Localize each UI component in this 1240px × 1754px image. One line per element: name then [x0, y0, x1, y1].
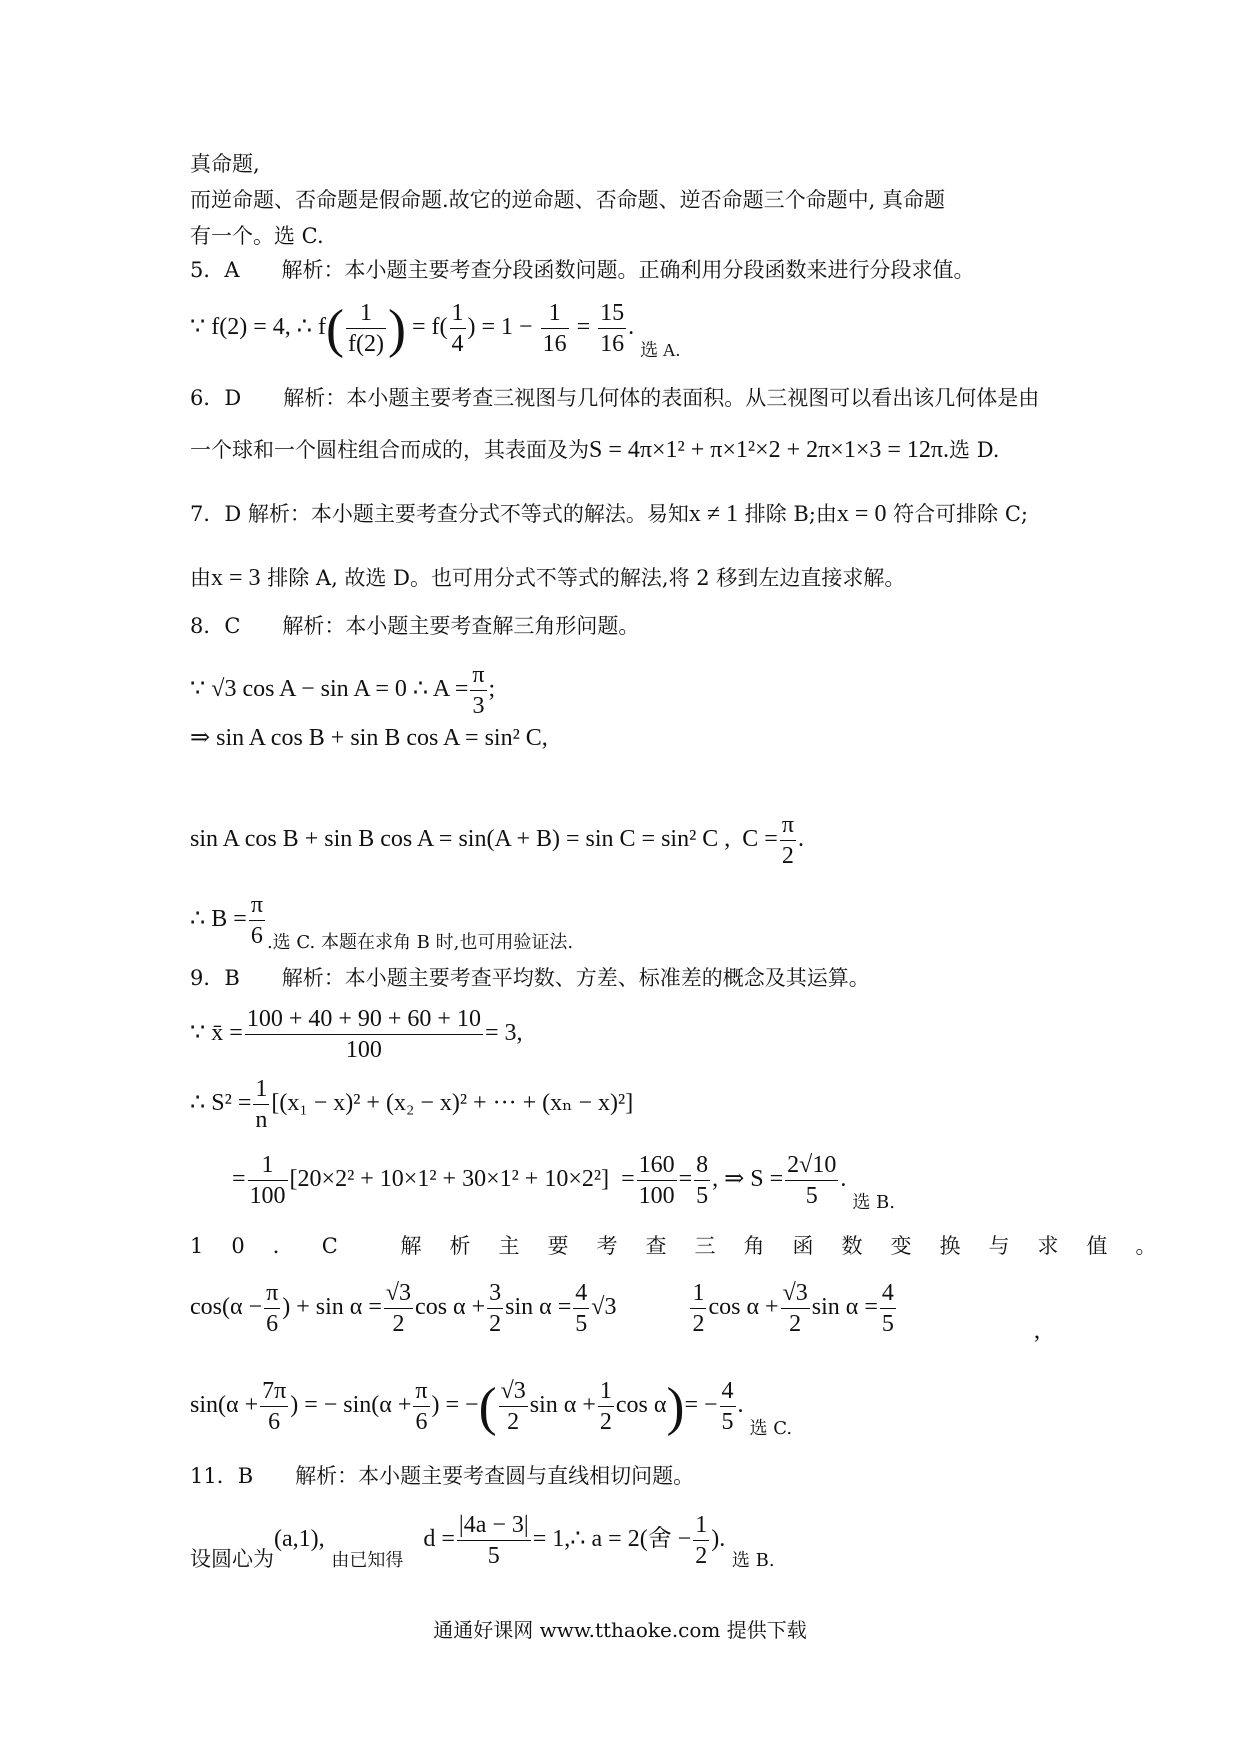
paren-left: ( [326, 298, 345, 359]
q5-frac-3: $\frac{1}{16}$ [542, 300, 567, 357]
page-footer: 通通好课网 www.tthaoke.com 提供下载 [433, 1618, 807, 1642]
q6-heading: 6．D 解析：本小题主要考查三视图与几何体的表面积。从三视图可以看出该几何体是由 [190, 386, 1040, 410]
q10-heading: 10．C 解析主要考查三角函数变换与求值。 [190, 1234, 1185, 1258]
q6-body: 一个球和一个圆柱组合而成的，其表面及为S = 4π×1² + π×1²×2 + 2π×1×3 = 12π.选 D. [190, 437, 1000, 463]
q11-center: (a,1), [274, 1526, 325, 1552]
q10-comma: , [1034, 1318, 1040, 1344]
paren-right: ) [388, 298, 406, 359]
q10-formula-2: sin(α + $\frac{7\pi}{6}$ ) = − sin(α + $\frac{\pi}{6}$ ) = −( $\frac{√3}{2}$ sin α + $\frac{1}{2}$ cos α)= − $\frac{4}{5}$ . $_{选 C.}$ [190, 1376, 793, 1440]
q11-body: 设圆心为(a,1), 由已知得 d = $\frac{|4a - 3|}{5}$ = 1,∴ a = 2(舍 − $\frac{1}{2}$ ). 选 B. [190, 1512, 775, 1571]
q9-heading: 9．B 解析：本小题主要考查平均数、方差、标准差的概念及其运算。 [190, 966, 870, 990]
q10-answer: 选 C. [749, 1418, 793, 1440]
q5-formula: ∵ f(2) = 4, ∴ f( $\frac{1}{f(2)}$ ) = f( $\frac{1}{4}$ ) = 1 − $\frac{1}{16}$ = $\frac{15}{16}$ . $_{选 A.}$ [190, 298, 681, 361]
q11-answer: 选 B. [731, 1550, 775, 1571]
q8-note: .选 C. 本题在求角 B 时,也可用验证法. [266, 932, 574, 954]
q9-answer: 选 B. [852, 1192, 895, 1214]
q5-frac-2: $\frac{1}{4}$ [451, 300, 464, 357]
q8-formula-3: sin A cos B + sin B cos A = sin(A + B) = sin C = sin² C , C = $\frac{\pi}{2}$ . [190, 812, 804, 869]
q5-part-b: ∴ f [296, 314, 327, 341]
q8-formula-4: ∴ B = $\frac{\pi}{6}$ $_{.选 C. 本题在求角 B 时,也可用验证法.}$ [190, 892, 574, 954]
q7-line-2: 由x = 3 排除 A, 故选 D。也可用分式不等式的解法,将 2 移到左边直接求解。 [190, 565, 906, 591]
q5-part-d: = f( [412, 314, 448, 341]
q6-formula: S = 4π×1² + π×1²×2 + 2π×1×3 = 12π. [589, 437, 950, 463]
q5-heading: 5．A 解析：本小题主要考查分段函数问题。正确利用分段函数来进行分段求值。 [190, 258, 975, 282]
q8-heading: 8．C 解析：本小题主要考查解三角形问题。 [190, 614, 640, 638]
q11-heading: 11．B 解析：本小题主要考查圆与直线相切问题。 [190, 1464, 695, 1488]
q7-x-eq-0: x = 0 [836, 501, 887, 527]
q10-formula-1: cos(α − $\frac{\pi}{6}$ ) + sin α = $\frac{√3}{2}$ cos α + $\frac{3}{2}$ sin α = $\frac{4}{5}$ √3 $\frac{1}{2}$ cos α + $\frac{√3}{2}$ sin α = $\frac{4}{5}$ [190, 1280, 894, 1337]
q9-mean: ∵ x̄ = $\frac{100 + 40 + 90 + 60 + 10}{100}$ = 3, [190, 1006, 523, 1063]
q8-formula-1: ∵ √3 cos A − sin A = 0 ∴ A = $\frac{\pi}{3}$ ; [190, 662, 496, 719]
q5-frac-1: $\frac{1}{f(2)}$ [348, 300, 385, 357]
q5-part-a: ∵ f(2) = 4, [190, 314, 291, 341]
q5-answer: 选 A. [640, 340, 681, 361]
q7-line-1: 7．D 解析：本小题主要考查分式不等式的解法。易知x ≠ 1 排除 B;由x = 0 符合可排除 C; [190, 501, 1028, 527]
q6-answer: 选 D. [949, 438, 1000, 462]
q8-formula-2: ⇒ sin A cos B + sin B cos A = sin² C, [190, 725, 548, 751]
q9-calc: = $\frac{1}{100}$ [20×2² + 10×1² + 30×1² + 10×2²] = $\frac{160}{100}$ = $\frac{8}{5}$ , ⇒ S = $\frac{2√10}{5}$ . $_{选 B.}$ [232, 1152, 895, 1214]
q7-x-neq-1: x ≠ 1 [688, 501, 739, 527]
q7-x-eq-3: x = 3 [211, 565, 261, 591]
text-line-3: 有一个。选 C. [190, 224, 324, 248]
text-line-1: 真命题, [190, 152, 260, 176]
q5-frac-4: $\frac{15}{16}$ [600, 300, 625, 357]
q5-part-f: = [576, 314, 591, 341]
text-line-2: 而逆命题、否命题是假命题.故它的逆命题、否命题、逆否命题三个命题中, 真命题 [190, 188, 946, 212]
q5-part-e: ) = 1 − [467, 314, 533, 341]
q9-variance: ∴ S² = $\frac{1}{n}$ [(x₁ − x)² + (x₂ − x)² + ··· + (xₙ − x)²] [190, 1076, 634, 1133]
